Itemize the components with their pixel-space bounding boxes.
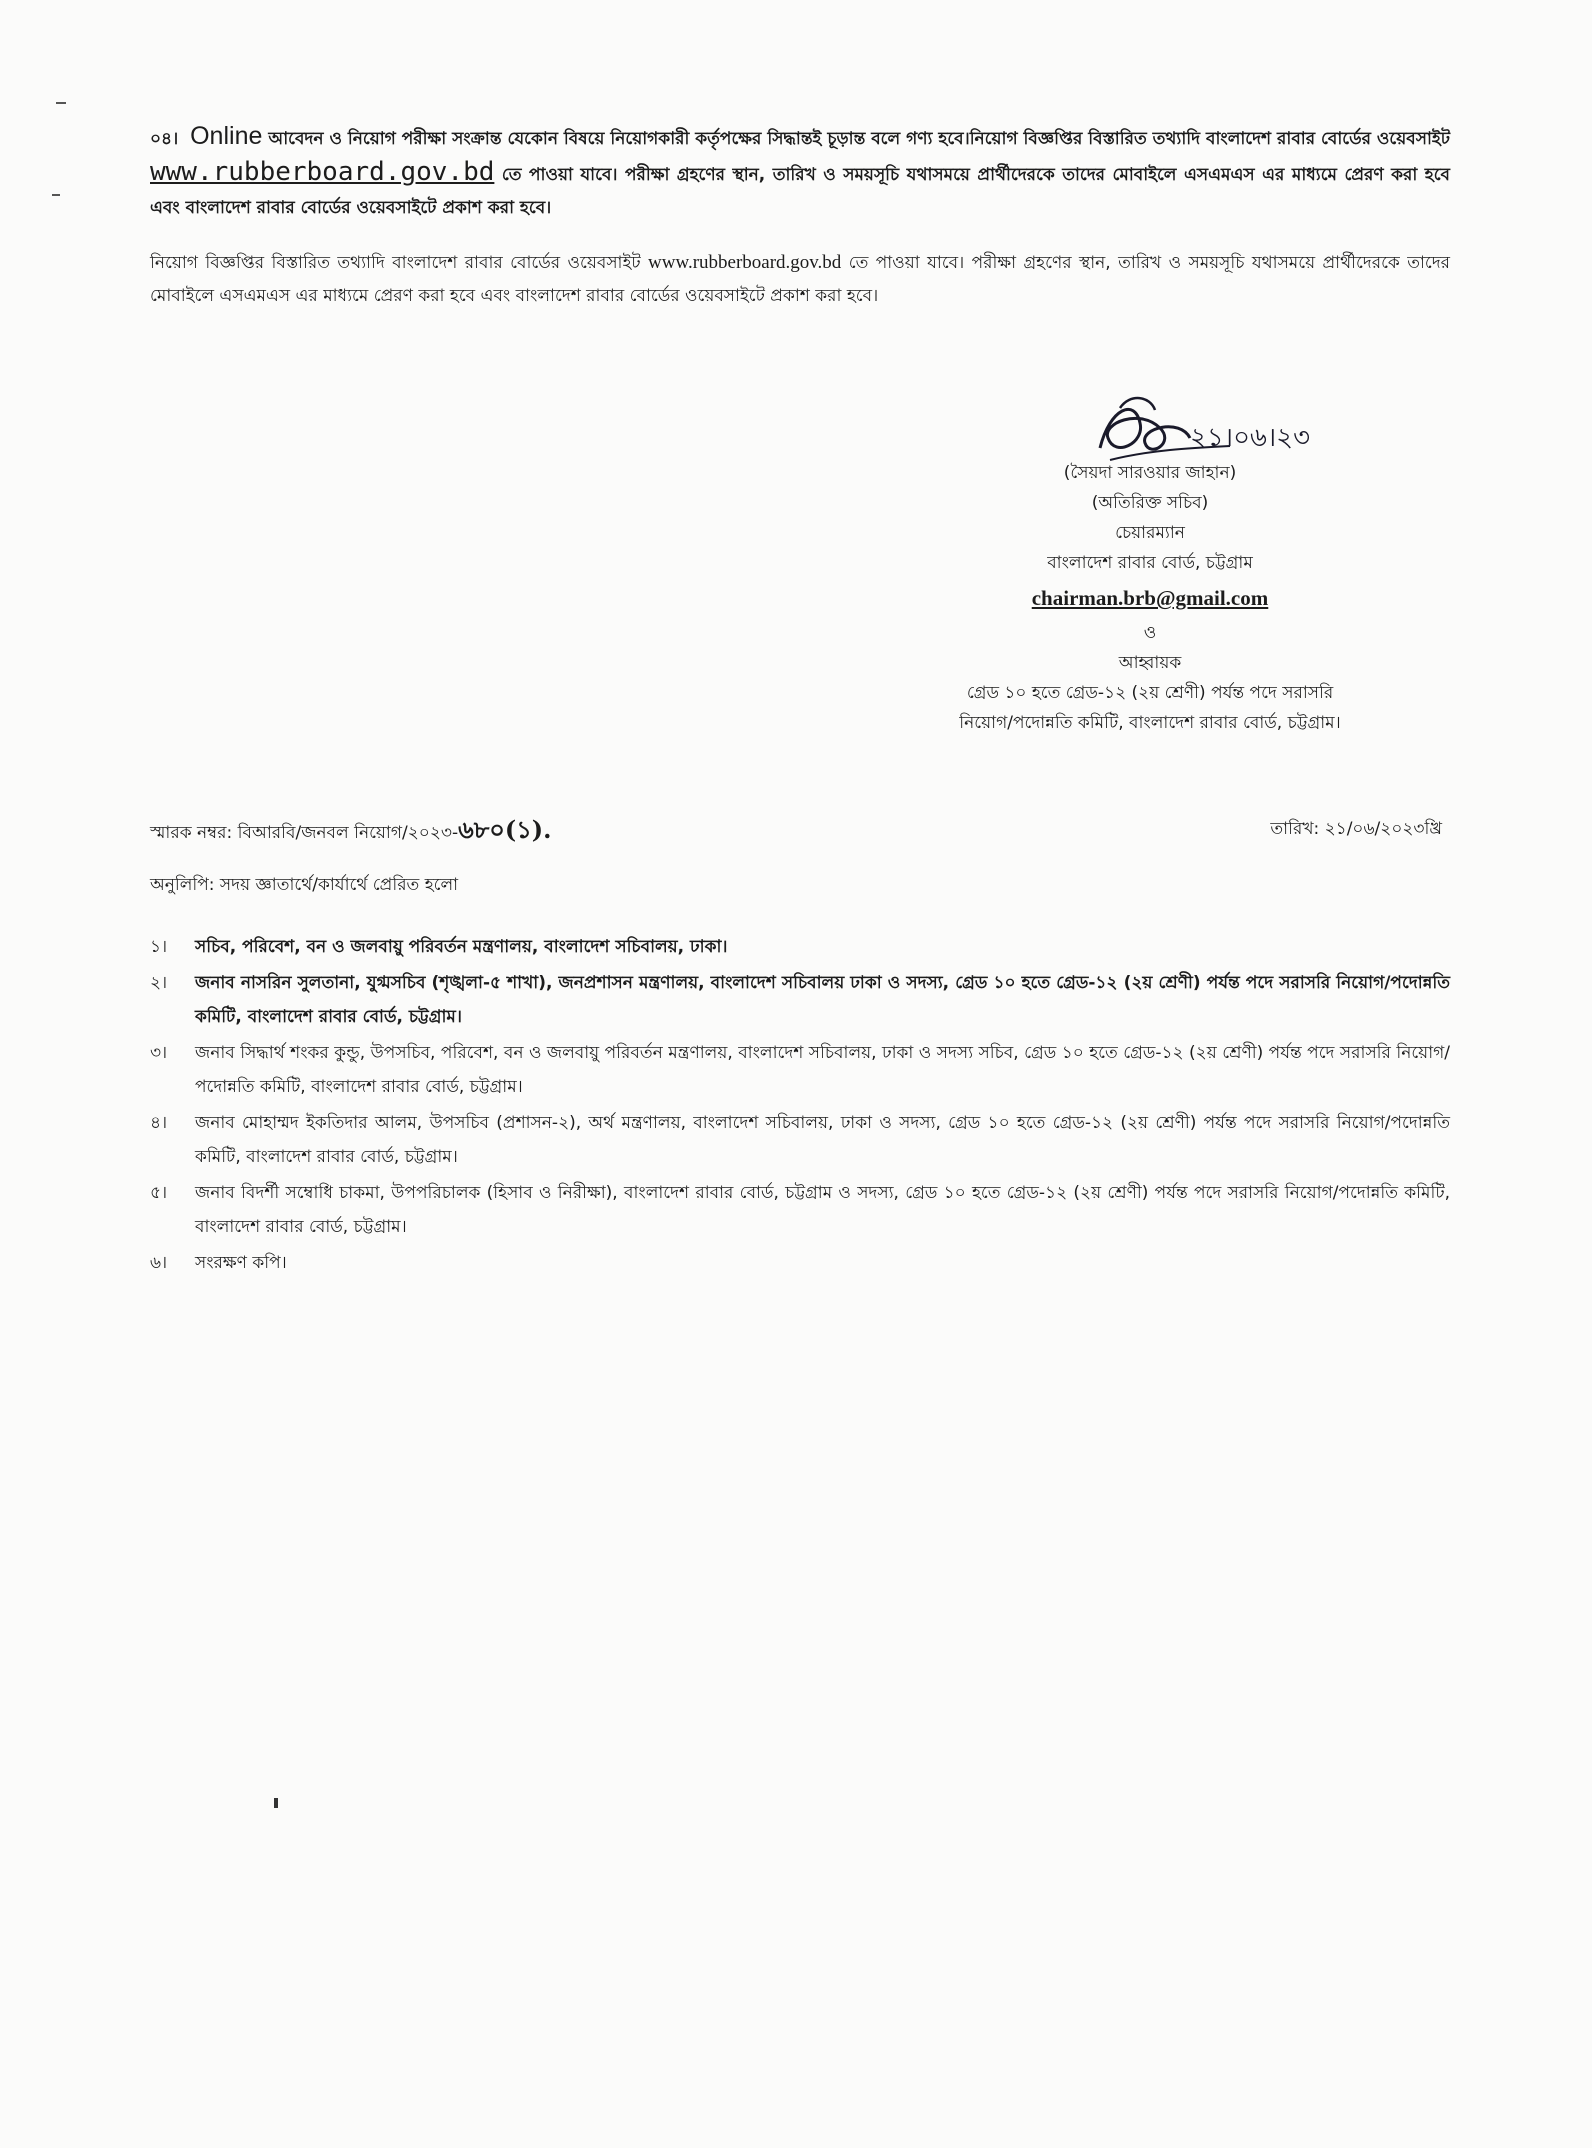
paragraph-online-notice bbox=[150, 120, 1450, 225]
item-text: জনাব বিদর্শী সম্বোধি চাকমা, উপপরিচালক (হিসাব ও নিরীক্ষা), বাংলাদেশ রাবার বোর্ড, চট্টগ্রাম ও সদস্য, গ্রেড ১০ হতে গ্রেড-১২ (২য় শ্রেণী) পর্যন্ত পদে সরাসরি নিয়োগ/পদোন্নতি কমিটি, বাংলাদেশ রাবার বোর্ড, চট্টগ্রাম। bbox=[195, 1183, 1450, 1237]
item-text: সংরক্ষণ কপি। bbox=[195, 1253, 287, 1273]
paragraph-text: তে পাওয়া যাবে। পরীক্ষা গ্রহণের স্থান, তারিখ ও সময়সূচি যথাসময়ে প্রার্থীদেরকে তাদের মোবাইলে এসএমএস এর মাধ্যমে প্রেরণ করা হবে এবং বাংলাদেশ রাবার বোর্ডের ওয়েবসাইটে প্রকাশ করা হবে। bbox=[150, 165, 1451, 218]
item-text: জনাব সিদ্ধার্থ শংকর কুন্ডু, উপসচিব, পরিবেশ, বন ও জলবায়ু পরিবর্তন মন্ত্রণালয়, বাংলাদেশ সচিবালয়, ঢাকা ও সদস্য সচিব, গ্রেড ১০ হতে গ্রেড-১২ (২য় শ্রেণী) পর্যন্ত পদে সরাসরি নিয়োগ/পদোন্নতি কমিটি, বাংলাদেশ রাবার বোর্ড, চট্টগ্রাম। bbox=[195, 1043, 1450, 1097]
item-number: ২। bbox=[150, 973, 168, 993]
list-item bbox=[150, 966, 1450, 1034]
scan-mark bbox=[56, 102, 66, 104]
item-text: জনাব নাসরিন সুলতানা, যুগ্মসচিব (শৃঙ্খলা-৫ শাখা), জনপ্রশাসন মন্ত্রণালয়, বাংলাদেশ সচিবালয় ঢাকা ও সদস্য, গ্রেড ১০ হতে গ্রেড-১২ (২য় শ্রেণী) পর্যন্ত পদে সরাসরি নিয়োগ/পদোন্নতি কমিটি, বাংলাদেশ রাবার বোর্ড, চট্টগ্রাম। bbox=[195, 973, 1450, 1027]
list-item bbox=[150, 1036, 1450, 1104]
signatory-name: (সৈয়দা সারওয়ার জাহান) bbox=[1063, 463, 1237, 483]
item-text: সচিব, পরিবেশ, বন ও জলবায়ু পরিবর্তন মন্ত্রণালয়, বাংলাদেশ সচিবালয়, ঢাকা। bbox=[195, 937, 728, 957]
signatory-organization: বাংলাদেশ রাবার বোর্ড, চট্টগ্রাম bbox=[1047, 553, 1253, 573]
paragraph-text: তে পাওয়া যাবে। পরীক্ষা গ্রহণের স্থান, তারিখ ও সময়সূচি যথাসময়ে প্রার্থীদেরকে তাদের মোবাইলে এসএমএস এর মাধ্যমে প্রেরণ করা হবে এবং বাংলাদেশ রাবার বোর্ডের ওয়েবসাইটে প্রকাশ করা হবে। bbox=[150, 253, 1451, 306]
paragraph-website-notice bbox=[150, 246, 1450, 313]
website-link[interactable]: www.rubberboard.gov.bd bbox=[648, 252, 842, 273]
item-number: ৩। bbox=[150, 1043, 168, 1063]
item-number: ১। bbox=[150, 937, 168, 957]
committee-line-2: নিয়োগ/পদোন্নতি কমিটি, বাংলাদেশ রাবার বোর্ড, চট্টগ্রাম। bbox=[959, 713, 1341, 733]
copy-list bbox=[150, 930, 1450, 1282]
scan-mark bbox=[274, 1798, 278, 1808]
paragraph-text: আবেদন ও নিয়োগ পরীক্ষা সংক্রান্ত যেকোন বিষয়ে নিয়োগকারী কর্তৃপক্ষের সিদ্ধান্তই চূড়ান্ত বলে গণ্য হবে।নিয়োগ বিজ্ঞপ্তির বিস্তারিত তথ্যাদি বাংলাদেশ রাবার বোর্ডের ওয়েবসাইট bbox=[268, 129, 1451, 149]
item-number: ৪। bbox=[150, 1113, 168, 1133]
memo-date: তারিখ: ২১/০৬/২০২৩খ্রি bbox=[1270, 819, 1442, 839]
list-item bbox=[150, 930, 1450, 964]
scan-mark bbox=[52, 194, 60, 196]
paragraph-number: ০৪। bbox=[150, 129, 179, 149]
copy-heading: অনুলিপি: সদয় জ্ঞাতার্থে/কার্যার্থে প্রেরিত হলো bbox=[150, 875, 459, 895]
signature-date: ২১।০৬।২৩ bbox=[1190, 423, 1310, 453]
committee-line-1: গ্রেড ১০ হতে গ্রেড-১২ (২য় শ্রেণী) পর্যন্ত পদে সরাসরি bbox=[966, 683, 1334, 703]
list-item bbox=[150, 1246, 1450, 1280]
signatory-role: চেয়ারম্যান bbox=[1115, 523, 1185, 543]
memo-number: ৬৮০(১). bbox=[458, 815, 552, 844]
signature-block bbox=[880, 388, 1420, 738]
signatory-designation: (অতিরিক্ত সচিব) bbox=[1091, 493, 1209, 513]
memo-label: স্মারক নম্বর: বিআরবি/জনবল নিয়োগ/২০২৩- bbox=[150, 823, 459, 843]
convener-title: আহ্বায়ক bbox=[1118, 653, 1182, 673]
item-number: ৫। bbox=[150, 1183, 168, 1203]
memo-reference bbox=[150, 812, 552, 852]
list-item bbox=[150, 1176, 1450, 1244]
online-word: Online bbox=[190, 122, 263, 150]
paragraph-text: নিয়োগ বিজ্ঞপ্তির বিস্তারিত তথ্যাদি বাংলাদেশ রাবার বোর্ডের ওয়েবসাইট bbox=[150, 253, 641, 273]
item-text: জনাব মোহাম্মদ ইকতিদার আলম, উপসচিব (প্রশাসন-২), অর্থ মন্ত্রণালয়, বাংলাদেশ সচিবালয়, ঢাকা ও সদস্য, গ্রেড ১০ হতে গ্রেড-১২ (২য় শ্রেণী) পর্যন্ত পদে সরাসরি নিয়োগ/পদোন্নতি কমিটি, বাংলাদেশ রাবার বোর্ড, চট্টগ্রাম। bbox=[195, 1113, 1450, 1167]
list-item bbox=[150, 1106, 1450, 1174]
website-link[interactable]: www.rubberboard.gov.bd bbox=[150, 157, 495, 187]
email-link[interactable]: chairman.brb@gmail.com bbox=[1031, 586, 1269, 610]
conjunction-text: ও bbox=[1143, 623, 1157, 643]
item-number: ৬। bbox=[150, 1253, 168, 1273]
